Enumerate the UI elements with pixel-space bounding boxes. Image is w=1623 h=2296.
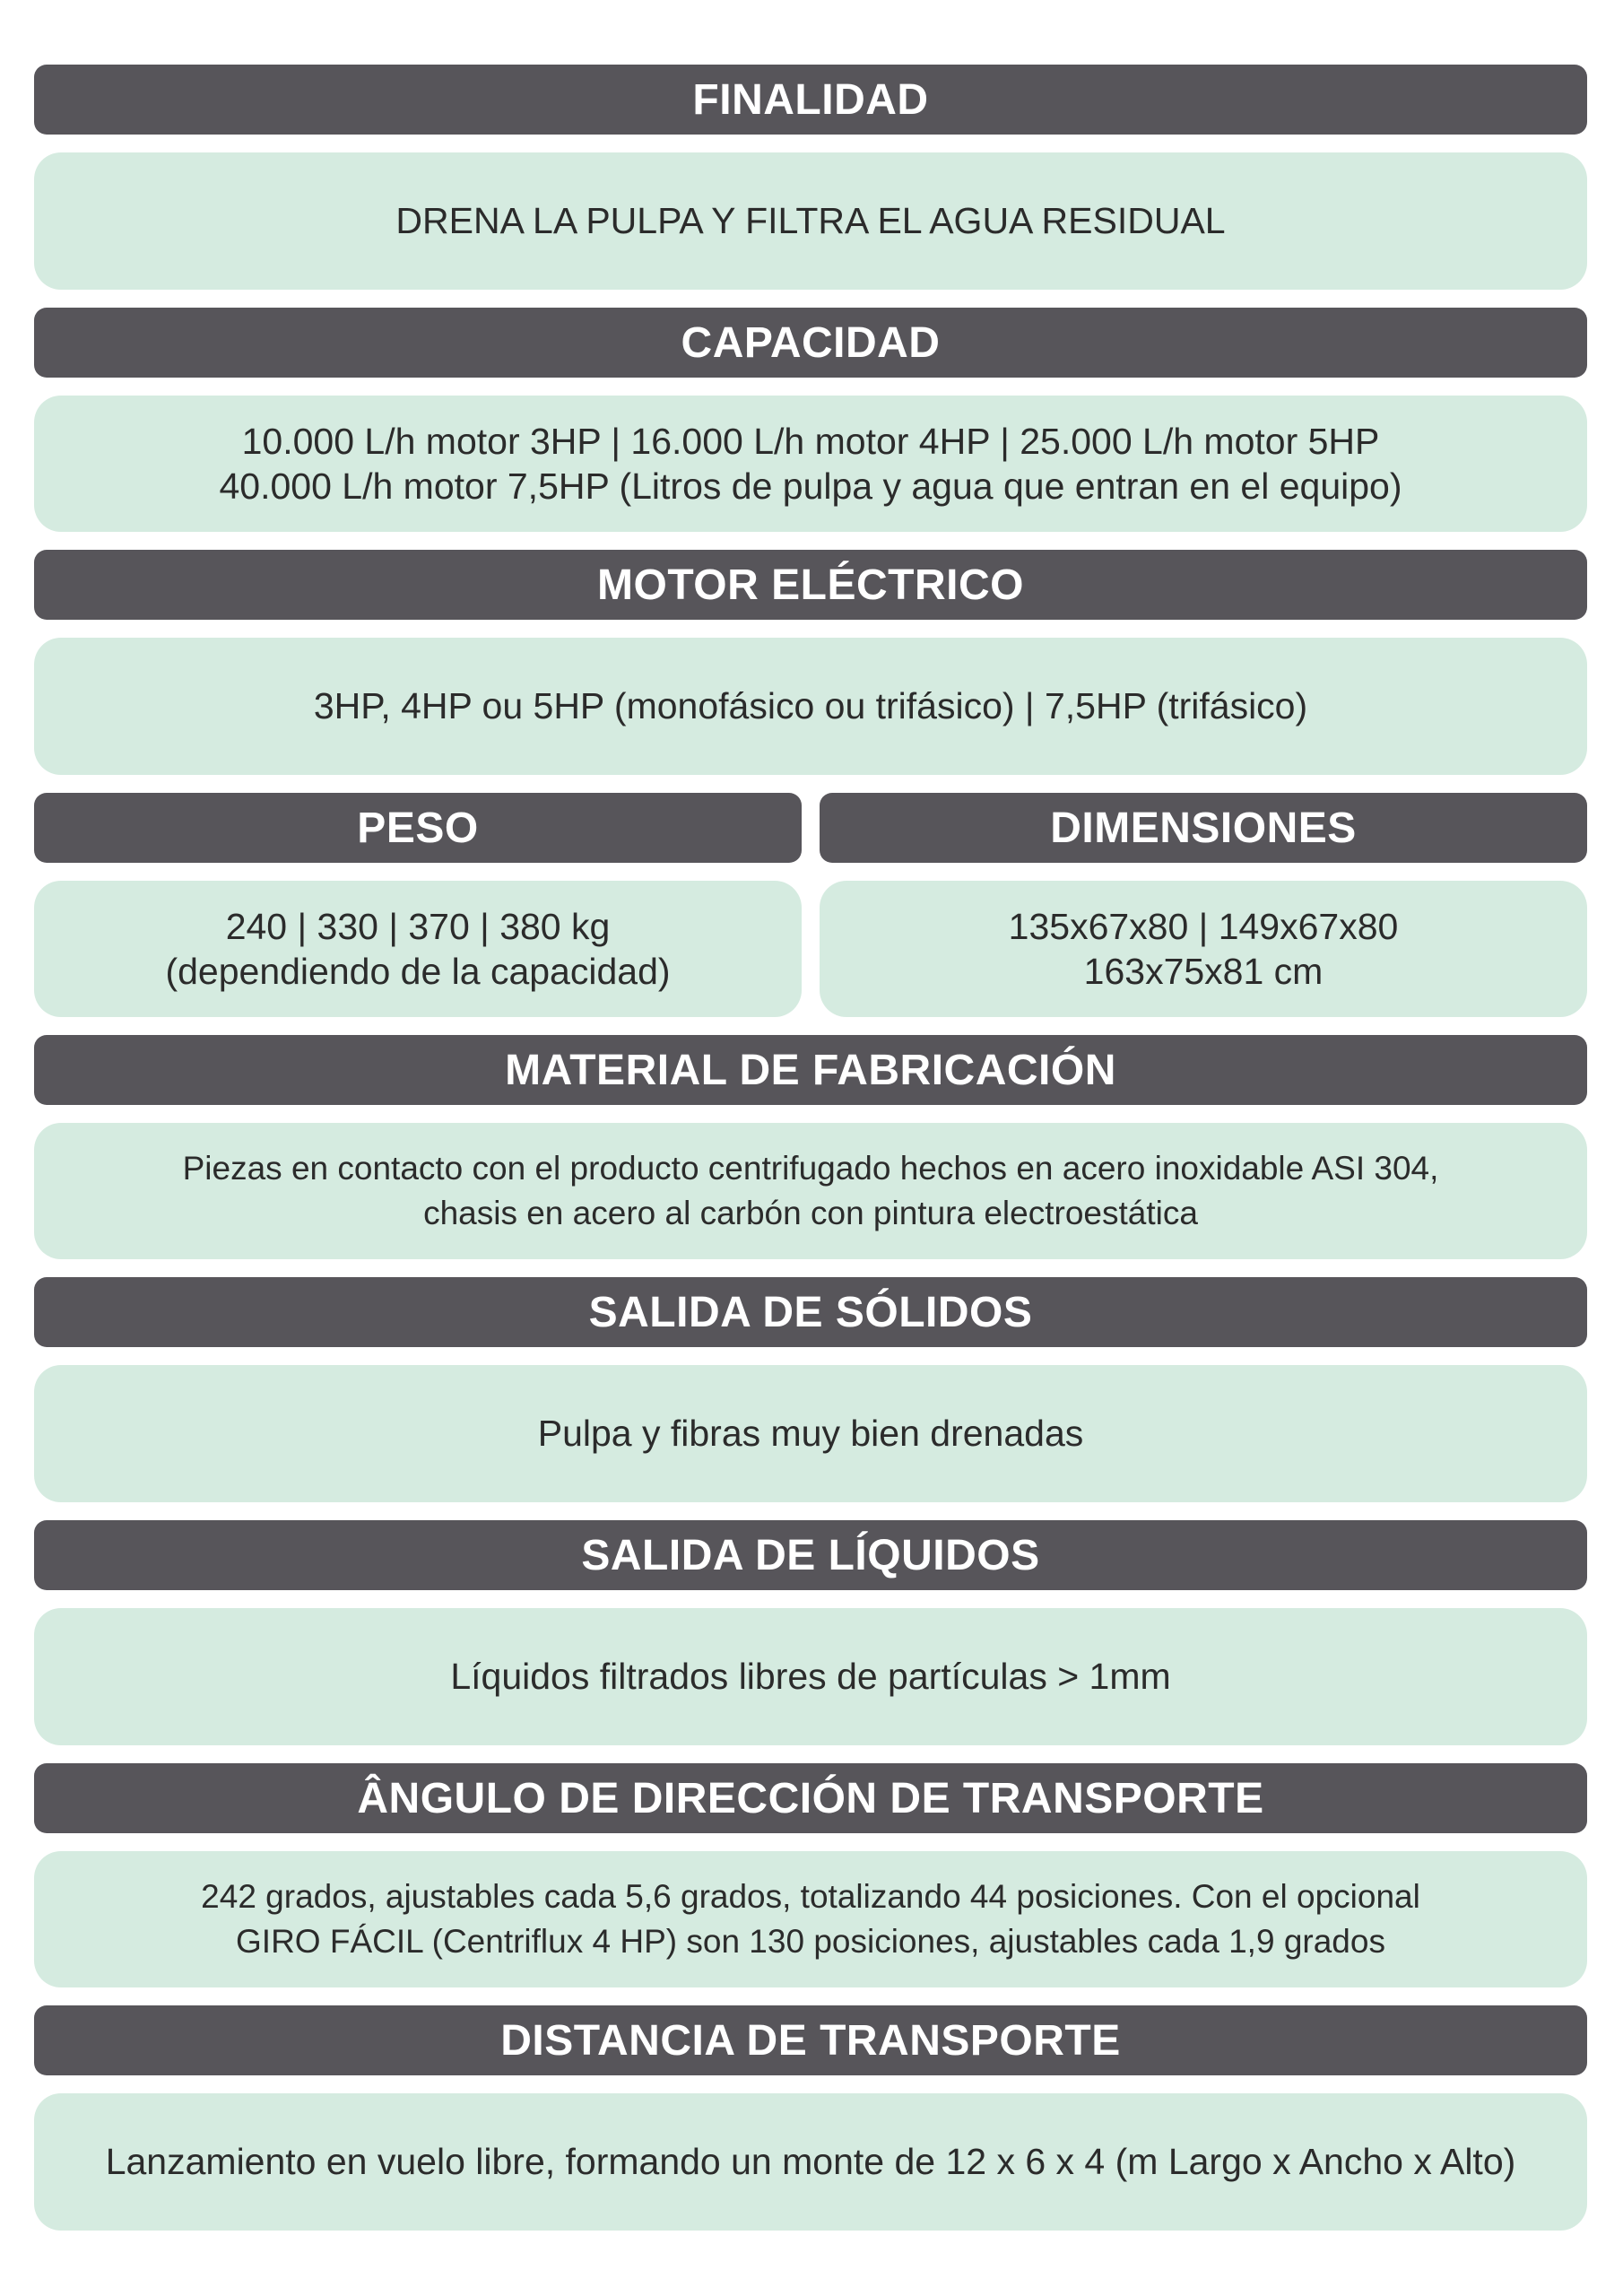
- section-body-motor: [34, 638, 1587, 775]
- section-body-liquidos: [34, 1608, 1587, 1745]
- section-body-finalidad: [34, 152, 1587, 290]
- distancia-line-1: Lanzamiento en vuelo libre, formando un monte de 12 x 6 x 4 (m Largo x Ancho x Alto): [105, 2141, 1516, 2183]
- section-body-distancia: [34, 2093, 1587, 2231]
- peso-line-2: (dependiendo de la capacidad): [165, 951, 671, 992]
- section-body-material: [34, 1123, 1587, 1259]
- motor-line-1: 3HP, 4HP ou 5HP (monofásico ou trifásico) | 7,5HP (trifásico): [313, 685, 1308, 727]
- capacidad-line-1: 10.000 L/h motor 3HP | 16.000 L/h motor 4HP | 25.000 L/h motor 5HP: [241, 420, 1380, 462]
- section-header-distancia: DISTANCIA DE TRANSPORTE: [34, 2005, 1587, 2075]
- material-line-2: chasis en acero al carbón con pintura electroestática: [423, 1195, 1198, 1231]
- section-body-dimensiones: [820, 881, 1587, 1017]
- section-header-dimensiones: DIMENSIONES: [820, 793, 1587, 863]
- section-body-solidos: [34, 1365, 1587, 1502]
- liquidos-line-1: Líquidos filtrados libres de partículas > 1mm: [450, 1656, 1171, 1698]
- finalidad-line-1: DRENA LA PULPA Y FILTRA EL AGUA RESIDUAL: [395, 200, 1226, 242]
- peso-column: [34, 793, 802, 1017]
- section-header-capacidad: CAPACIDAD: [34, 308, 1587, 378]
- dimensiones-line-2: 163x75x81 cm: [1083, 951, 1324, 992]
- section-header-liquidos: SALIDA DE LÍQUIDOS: [34, 1520, 1587, 1590]
- section-body-peso: [34, 881, 802, 1017]
- section-header-motor: MOTOR ELÉCTRICO: [34, 550, 1587, 620]
- dimensiones-column: [820, 793, 1587, 1017]
- angulo-line-2: GIRO FÁCIL (Centriflux 4 HP) son 130 posiciones, ajustables cada 1,9 grados: [236, 1923, 1385, 1960]
- peso-line-1: 240 | 330 | 370 | 380 kg: [225, 905, 611, 947]
- material-line-1: Piezas en contacto con el producto centrifugado hechos en acero inoxidable ASI 304,: [182, 1150, 1439, 1187]
- section-body-capacidad: [34, 396, 1587, 532]
- solidos-line-1: Pulpa y fibras muy bien drenadas: [537, 1413, 1084, 1455]
- section-header-solidos: SALIDA DE SÓLIDOS: [34, 1277, 1587, 1347]
- spec-sheet: [34, 65, 1587, 2231]
- angulo-line-1: 242 grados, ajustables cada 5,6 grados, totalizando 44 posiciones. Con el opcional: [201, 1878, 1420, 1916]
- section-header-finalidad: FINALIDAD: [34, 65, 1587, 135]
- dimensiones-line-1: 135x67x80 | 149x67x80: [1008, 905, 1399, 947]
- capacidad-line-2: 40.000 L/h motor 7,5HP (Litros de pulpa y agua que entran en el equipo): [219, 465, 1402, 507]
- peso-dimensiones-row: [34, 793, 1587, 1017]
- section-header-material: MATERIAL DE FABRICACIÓN: [34, 1035, 1587, 1105]
- section-body-angulo: [34, 1851, 1587, 1987]
- section-header-peso: PESO: [34, 793, 802, 863]
- section-header-angulo: ÂNGULO DE DIRECCIÓN DE TRANSPORTE: [34, 1763, 1587, 1833]
